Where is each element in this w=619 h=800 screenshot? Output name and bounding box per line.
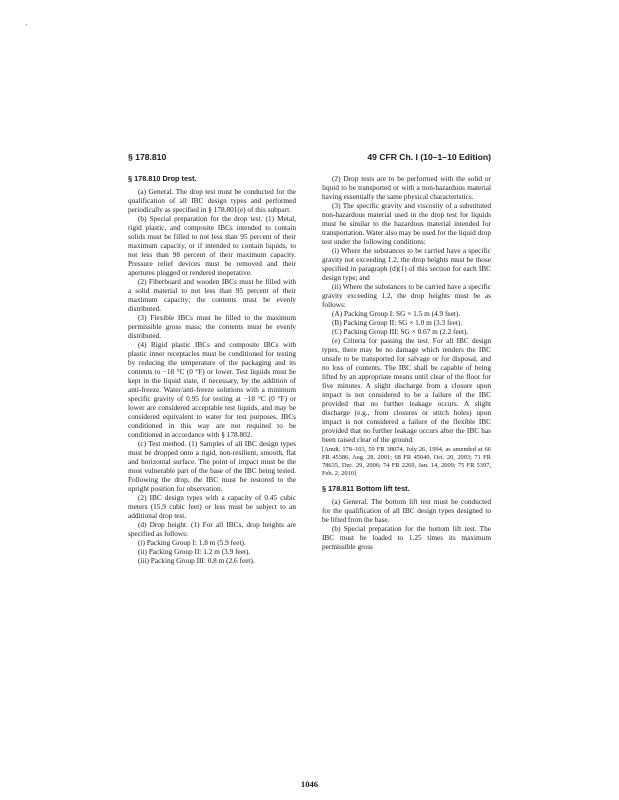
paragraph: (C) Packing Group III: SG × 0.67 m (2.2 feet). — [332, 327, 469, 336]
paragraph: (2) Fiberboard and wooden IBCs must be filled with a solid material to not less than 95 percent of their maximum capacity; the contents must be evenly distributed. — [128, 277, 296, 313]
paragraph: (ii) Packing Group II: 1.2 m (3.9 feet). — [138, 547, 251, 556]
paragraph: (ii) Where the substances to be carried have a specific gravity exceeding 1.2, the drop heights must be as follows: — [322, 282, 491, 309]
amendment-note: [Amdt. 178–103, 59 FR 38074, July 26, 1994, as amended at 66 FR 45386, Aug. 28, 2001; 68 FR 45040, Oct. 20, 2003; 71 FR 78635, Dec. 29, 2006; 74 FR 2269, Jan. 14, 2009; 75 FR 5397, Feb. 2, 2010] — [322, 446, 491, 477]
paragraph: (a) General. The bottom lift test must be conducted for the qualification of all IBC design types designed to be lifted from the base. — [322, 497, 491, 524]
left-column — [128, 174, 296, 565]
paragraph: (e) Criteria for passing the test. For all IBC design types, there may be no damage which renders the IBC unsafe to be transported for salvage or for disposal, and no loss of contents. The IBC shall be capable of being lifted by an appropriate means until clear of the floor for five minutes. A slight discharge from a closure upon impact is not considered to be a failure of the IBC provided that no further leakage occurs. A slight discharge (e.g., from closures or stitch holes) upon impact is not considered a failure of the flexible IBC provided that no further leakage occurs after the IBC has been raised clear of the ground. — [322, 336, 491, 444]
paragraph: (3) Flexible IBCs must be filled to the maximum permissible gross mass; the contents must be evenly distributed. — [128, 313, 296, 340]
section-heading: § 178.810 Drop test. — [128, 174, 197, 183]
paragraph: (b) Special preparation for the bottom lift test. The IBC must be loaded to 1.25 times its maximum permissible gross — [322, 524, 491, 551]
running-header — [128, 152, 491, 166]
right-column — [322, 174, 491, 551]
section-heading: § 178.811 Bottom lift test. — [322, 484, 410, 493]
paragraph: (i) Where the substances to be carried have a specific gravity not exceeding 1.2, the drop heights must be those specified in paragraph (d)(1) of this section for each IBC design type; and — [322, 246, 491, 282]
paragraph: (2) Drop tests are to be performed with the solid or liquid to be transported or with a non-hazardous material having essentially the same physical characteristics. — [322, 174, 491, 201]
paragraph: (3) The specific gravity and viscosity of a substituted non-hazardous material used in the drop test for liquids must be similar to the hazardous material intended for transportation. Water also may be used for the liquid drop test under the following conditions: — [322, 201, 491, 246]
paragraph: (a) General. The drop test must be conducted for the qualification of all IBC design types and performed periodically as specified in § 178.801(e) of this subpart. — [128, 187, 296, 214]
paragraph: (i) Packing Group I: 1.8 m (5.9 feet). — [138, 538, 246, 547]
paragraph: (d) Drop height. (1) For all IBCs, drop heights are specified as follows: — [128, 520, 296, 538]
header-section-number: § 178.810 — [128, 152, 167, 162]
scan-speck — [26, 24, 27, 25]
paragraph: (iii) Packing Group III: 0.8 m (2.6 feet). — [138, 556, 255, 565]
paragraph: (c) Test method. (1) Samples of all IBC design types must be dropped onto a rigid, non-resilient, smooth, flat and horizontal surface. The point of impact must be the most vulnerable part of the base of the IBC being tested. Following the drop, the IBC must be restored to the upright position for observation. — [128, 439, 296, 493]
paragraph: (2) IBC design types with a capacity of 0.45 cubic meters (15.9 cubic feet) or less must be subject to an additional drop test. — [128, 493, 296, 520]
paragraph: (B) Packing Group II: SG × 1.0 m (3.3 feet). — [332, 318, 463, 327]
header-title: 49 CFR Ch. I (10–1–10 Edition) — [367, 152, 491, 162]
paragraph: (A) Packing Group I: SG × 1.5 m (4.9 feet). — [332, 309, 461, 318]
paragraph: (4) Rigid plastic IBCs and composite IBCs with plastic inner receptacles must be conditioned for testing by reducing the temperature of the packaging and its contents to −18 °C (0 °F) or lower. Test liquids must be kept in the liquid state, if necessary, by the addition of anti-freeze. Water/anti-freeze solutions with a minimum specific gravity of 0.95 for testing at −18 °C (0 °F) or lower are considered acceptable test liquids, and may be considered equivalent to water for test purposes. IBCs conditioned in this way are not required to be conditioned in accordance with § 178.802. — [128, 340, 296, 439]
page-number: 1046 — [300, 779, 319, 789]
paragraph: (b) Special preparation for the drop test. (1) Metal, rigid plastic, and composite IBCs intended to contain solids must be filled to not less than 95 percent of their maximum capacity, or if intended to contain liquids, to not less than 98 percent of their maximum capacity. Pressure relief devices must be removed and their apertures plugged or rendered inoperative. — [128, 214, 296, 277]
